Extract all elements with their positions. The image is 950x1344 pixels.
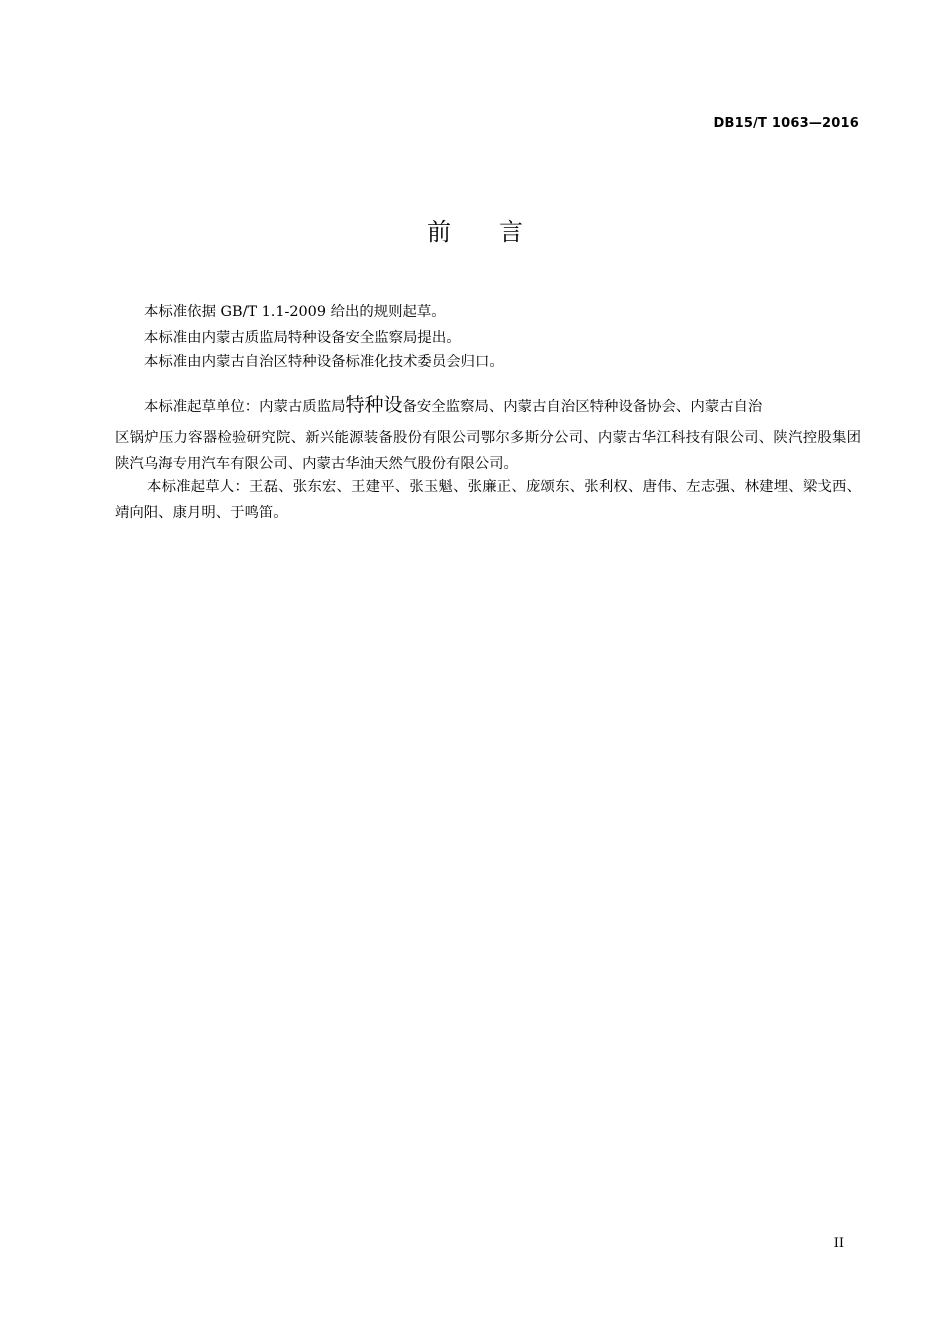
paragraph-drafting-rules: 本标准依据 GB/T 1.1-2009 给出的规则起草。 <box>144 304 446 320</box>
paragraph-drafting-units <box>115 386 762 426</box>
paragraph-centralized-unit: 本标准由内蒙古自治区特种设备标准化技术委员会归口。 <box>144 354 504 370</box>
paragraph-drafters: 本标准起草人：王磊、张东宏、王建平、张玉魁、张廉正、庞颂东、张利权、唐伟、左志强、林建埋、梁戈西、靖向阳、康月明、于鸣笛。 <box>115 479 861 521</box>
page-number: II <box>833 1236 844 1251</box>
page-title: 前言 <box>427 218 571 246</box>
paragraph-proposer: 本标准由内蒙古质监局特种设备安全监察局提出。 <box>144 330 461 346</box>
drafting-units-prefix: 本标准起草单位：内蒙古质监局 <box>144 399 346 415</box>
document-code: DB15/T 1063—2016 <box>713 116 859 131</box>
paragraph-drafting-units-continued: 区锅炉压力容器检验研究院、新兴能源装备股份有限公司鄂尔多斯分公司、内蒙古华江科技有限公司、陕汽控股集团陕汽乌海专用汽车有限公司、内蒙古华油天然气股份有限公司。 <box>115 430 861 472</box>
drafting-units-enlarged-text: 特种设 <box>345 394 403 416</box>
drafting-units-suffix: 备安全监察局、内蒙古自治区特种设备协会、内蒙古自治 <box>402 399 763 415</box>
